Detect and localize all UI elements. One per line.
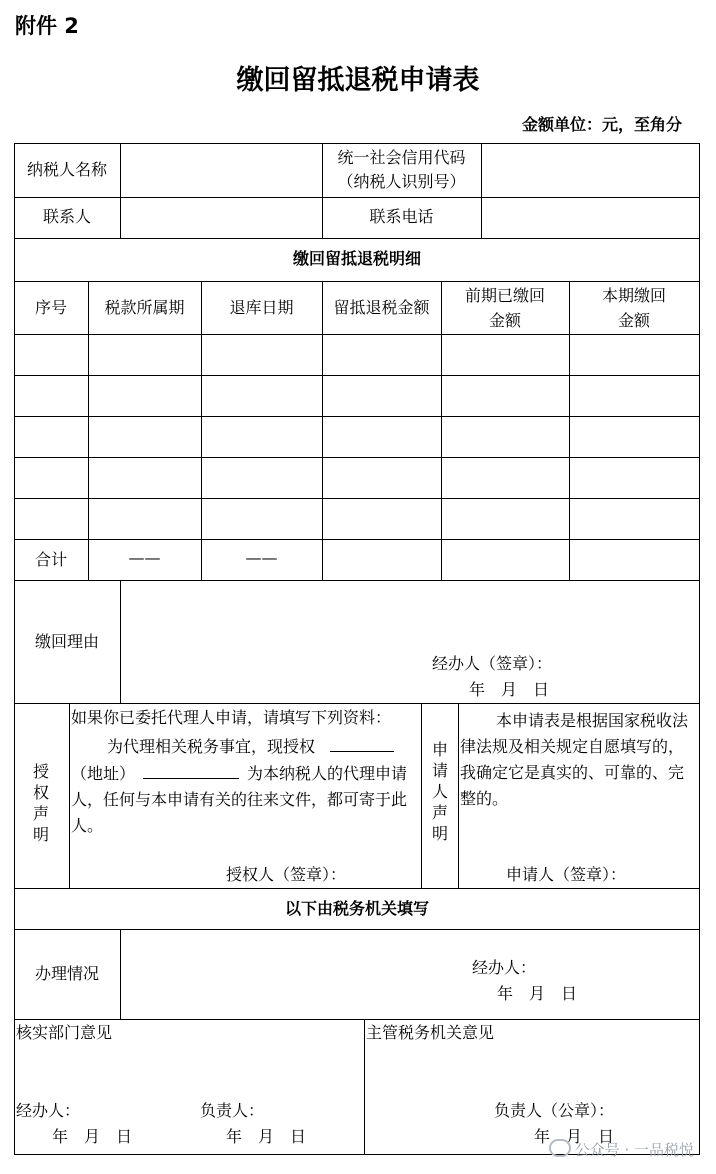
amount-unit-note: 金额单位：元，至角分 <box>521 115 682 134</box>
verification-responsible: 负责人： <box>200 1101 265 1120</box>
grid-line <box>14 457 700 458</box>
reason-label: 缴回理由 <box>34 632 99 651</box>
total-dash-date: —— <box>245 548 278 567</box>
credit-code-field[interactable] <box>482 143 698 197</box>
verification-handler: 经办人： <box>16 1101 81 1120</box>
grid-line <box>14 416 700 417</box>
authorization-intro: 如果你已委托代理人申请，请填写下列资料： <box>71 708 392 727</box>
grid-line <box>364 1019 365 1154</box>
col-header-current-return: 本期缴回 <box>601 286 666 305</box>
watermark: 公众号 · 一品税悦 <box>549 1139 694 1160</box>
col-header-refund-date: 退库日期 <box>229 298 294 317</box>
form-title: 缴回留抵退税申请表 <box>236 65 480 96</box>
authority-opinion-label: 主管税务机关意见 <box>366 1023 495 1042</box>
grid-line <box>322 281 323 580</box>
authority-responsible: 负责人（公章）： <box>494 1101 615 1120</box>
grid-line <box>88 281 89 580</box>
grid-line <box>201 281 202 580</box>
contact-field[interactable] <box>121 198 321 238</box>
authority-date: 年 月 日 <box>534 1127 615 1146</box>
col-header-tax-period: 税款所属期 <box>104 298 185 317</box>
reason-handler-signature: 经办人（签章）： <box>432 654 553 673</box>
grid-line <box>14 888 700 889</box>
processing-field[interactable] <box>121 930 699 950</box>
reason-field[interactable] <box>121 581 699 651</box>
total-dash-period: —— <box>128 548 161 567</box>
authorizer-signature: 授权人（签章）： <box>226 865 347 884</box>
verification-dept-label: 核实部门意见 <box>16 1023 113 1042</box>
grid-line <box>14 334 700 335</box>
col-header-index: 序号 <box>34 298 67 317</box>
taxpayer-name-label: 纳税人名称 <box>26 160 107 179</box>
credit-code-label: 统一社会信用代码 <box>337 148 466 167</box>
contact-label: 联系人 <box>42 207 91 226</box>
grid-line <box>14 238 700 239</box>
authorization-label: 授 权 声 明 <box>32 762 49 844</box>
taxpayer-name-field[interactable] <box>121 143 321 197</box>
grid-line <box>14 375 700 376</box>
phone-label: 联系电话 <box>369 207 434 226</box>
authorization-body: 为代理相关税务事宜，现授权 （地址） 为本纳税人的代理申请人，任何与本申请有关的往来文件，都可寄于此人。 <box>71 733 421 839</box>
grid-line <box>14 1019 700 1020</box>
grid-line <box>69 703 70 888</box>
col-header-prior-returned-amount: 金额 <box>488 311 521 330</box>
grid-line <box>458 703 459 888</box>
agent-address-blank[interactable] <box>143 760 239 779</box>
phone-field[interactable] <box>482 198 698 238</box>
grid-line <box>14 703 700 704</box>
processing-date: 年 月 日 <box>497 984 578 1003</box>
col-header-refund-amount: 留抵退税金额 <box>333 298 430 317</box>
grid-line <box>14 539 700 540</box>
reason-date: 年 月 日 <box>469 680 550 699</box>
wechat-icon <box>549 1139 571 1157</box>
grid-line <box>14 281 700 282</box>
grid-line <box>699 143 700 1155</box>
processing-handler: 经办人： <box>472 958 537 977</box>
taxpayer-id-label: （纳税人识别号） <box>337 172 466 191</box>
detail-section-title: 缴回留抵退税明细 <box>292 249 421 268</box>
verification-date-1: 年 月 日 <box>52 1127 133 1146</box>
attachment-label: 附件 2 <box>15 14 79 38</box>
total-label: 合计 <box>34 550 67 569</box>
declaration-label: 申 请 人 声 明 <box>431 740 448 843</box>
grid-line <box>14 498 700 499</box>
form-table <box>14 143 700 1155</box>
applicant-signature: 申请人（签章）： <box>506 865 627 884</box>
processing-label: 办理情况 <box>34 964 99 983</box>
tax-office-section-title: 以下由税务机关填写 <box>284 899 429 918</box>
agent-name-blank[interactable] <box>330 733 394 752</box>
col-header-prior-returned: 前期已缴回 <box>464 286 545 305</box>
grid-line <box>421 703 422 888</box>
col-header-current-return-amount: 金额 <box>617 311 650 330</box>
declaration-text: 本申请表是根据国家税收法律法规及相关规定自愿填写的，我确定它是真实的、可靠的、完整的。 <box>460 711 689 808</box>
verification-date-2: 年 月 日 <box>226 1127 307 1146</box>
